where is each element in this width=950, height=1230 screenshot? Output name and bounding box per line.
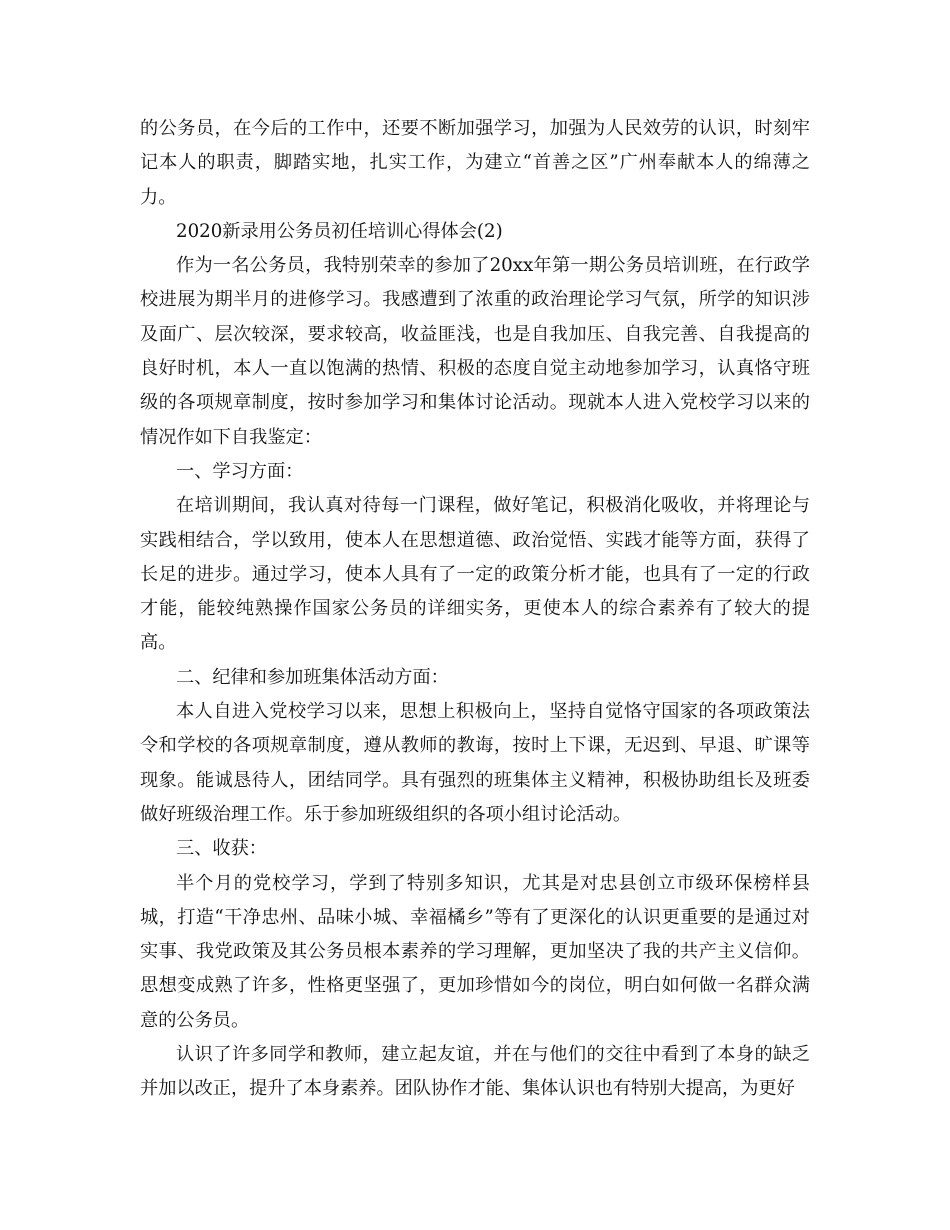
paragraph-study: 在培训期间，我认真对待每一门课程，做好笔记，积极消化吸收，并将理论与实践相结合，学以致用，使本人在思想道德、政治觉悟、实践才能等方面，获得了长足的进步。通过学习，使本人具有了一定的政策分析才能，也具有了一定的行政才能，能较纯熟操作国家公务员的详细实务，更使本人的综合素养有了较大的提高。	[140, 495, 810, 654]
paragraph-intro: 作为一名公务员，我特别荣幸的参加了20xx年第一期公务员培训班，在行政学校进展为期半月的进修学习。我感遭到了浓重的政治理论学习气氛，所学的知识涉及面广、层次较深，要求较高，收益匪浅，也是自我加压、自我完善、自我提高的良好时机，本人一直以饱满的热情、积极的态度自觉主动地参加学习，认真恪守班级的各项规章制度，按时参加学习和集体讨论活动。现就本人进入党校学习以来的情况作如下自我鉴定：	[140, 255, 810, 448]
paragraph-friends: 认识了许多同学和教师，建立起友谊，并在与他们的交往中看到了本身的缺乏并加以改正，提升了本身素养。团队协作才能、集体认识也有特别大提高，为更好	[140, 1044, 810, 1100]
paragraph-discipline: 本人自进入党校学习以来，思想上积极向上，坚持自觉恪守国家的各项政策法令和学校的各项规章制度，遵从教师的教诲，按时上下课，无迟到、早退、旷课等现象。能诚恳待人，团结同学。具有强烈的班集体主义精神，积极协助组长及班委做好班级治理工作。乐于参加班级组织的各项小组讨论活动。	[140, 701, 810, 825]
document-body	[140, 112, 810, 1107]
section-title: 2020新录用公务员初任培训心得体会(2)	[176, 220, 503, 242]
paragraph-continuation: 的公务员，在今后的工作中，还要不断加强学习，加强为人民效劳的认识，时刻牢记本人的职责，脚踏实地，扎实工作，为建立“首善之区”广州奉献本人的绵薄之力。	[140, 118, 810, 208]
heading-gains: 三、收获：	[176, 838, 267, 860]
heading-study: 一、学习方面：	[176, 460, 304, 482]
paragraph-gains: 半个月的党校学习，学到了特别多知识，尤其是对忠县创立市级环保榜样县城，打造“干净忠州、品味小城、幸福橘乡”等有了更深化的认识更重要的是通过对实事、我党政策及其公务员根本素养的学习理解，更加坚决了我的共产主义信仰。思想变成熟了许多，性格更坚强了，更加珍惜如今的岗位，明白如何做一名群众满意的公务员。	[140, 872, 810, 1031]
heading-discipline: 二、纪律和参加班集体活动方面：	[176, 666, 449, 688]
